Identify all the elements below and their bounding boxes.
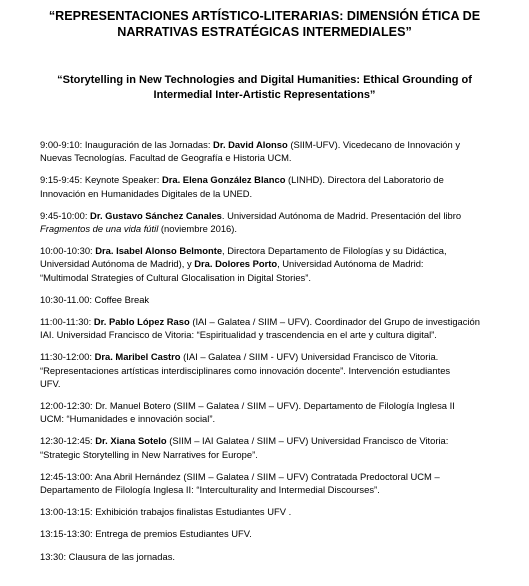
schedule-entry [40,505,524,518]
schedule-entry-line [40,483,524,496]
speaker-name: Dr. Pablo López Raso [93,316,190,328]
schedule-entry [40,244,524,284]
entry-text: (IAI – Galatea / SIIM – UFV). Coordinador del Grupo de investigación [189,316,480,328]
entry-text: Nuevas Tecnologías. Facultad de Geografía e Historia UCM. [40,152,292,164]
entry-text: “Representaciones artísticas interdisciplinares como innovación docente”. Intervención estudiantes [40,364,451,376]
entry-text: (noviembre 2016). [158,223,237,235]
document-subtitle [20,73,509,102]
schedule-entry-line [40,412,524,425]
document-title [20,8,509,40]
schedule-entry [40,470,524,496]
title-line-1: “REPRESENTACIONES ARTÍSTICO-LITERARIAS: DIMENSIÓN ÉTICA DE [48,9,481,23]
speaker-name: Dra. Isabel Alonso Belmonte [95,245,223,257]
speaker-name: Dr. Gustavo Sánchez Canales [90,209,222,221]
schedule-entry-line [40,527,524,540]
entry-text: 13:30: Clausura de las jornadas. [40,550,175,562]
entry-text: 9:00-9:10: Inauguración de las Jornadas: [40,139,214,150]
schedule-entry-line [40,209,524,222]
schedule-entry-line [40,399,524,412]
entry-text: 9:15-9:45: Keynote Speaker: [40,174,162,186]
schedule-entry-line [40,271,524,284]
entry-text: 12:00-12:30: Dr. Manuel Botero (SIIM – Galatea / SIIM – UFV). Departamento de Filología Inglesa II [40,400,455,412]
entry-text: 12:30-12:45: [40,435,96,447]
entry-text: , Directora Departamento de Filologías y su Didáctica, [222,245,447,257]
schedule-entry [40,173,524,199]
schedule-entry [40,209,524,235]
speaker-name: Dr. Xiana Sotelo [95,435,167,447]
entry-text: 10:00-10:30: [40,245,96,257]
entry-text: (LINHD). Directora del Laboratorio de [285,174,444,186]
entry-text: 12:45-13:00: Ana Abril Hernández (SIIM – Galatea / SIIM – UFV) Contratada Predoctoral UCM – [40,470,440,482]
entry-text: UCM: “Humanidades e innovación social”. [40,413,216,425]
subtitle-line-1: “Storytelling in New Technologies and Digital Humanities: Ethical Grounding of [57,74,472,86]
schedule-entry [40,550,524,563]
schedule-entry-line [40,470,524,483]
schedule-entry [40,315,524,341]
schedule-entry-line [40,315,524,328]
entry-text: 10:30-11.00: Coffee Break [40,293,150,305]
entry-text: IAI. Universidad Francisco de Vitoria: “Espiritualidad y trascendencia en el arte y cultura digital”. [40,329,437,341]
speaker-name: Dra. Dolores Porto [194,258,278,270]
entry-text: (SIIM-UFV). Vicedecano de Innovación y [287,139,461,150]
schedule-entry-line [40,222,524,235]
schedule-entry-line [40,550,524,563]
schedule-entry-line [40,350,524,363]
schedule-entry-line [40,328,524,341]
entry-text: “Strategic Storytelling in New Narratives for Europe”. [40,448,258,460]
schedule-entry [40,293,524,306]
book-title: Fragmentos de una vida fútil [40,223,159,235]
schedule-entry-line [40,293,524,306]
speaker-name: Dr. David Alonso [213,139,288,150]
entry-text: Innovación en Humanidades Digitales de la UNED. [40,187,253,199]
entry-text: 11:30-12:00: [40,351,95,363]
schedule-entry-line [40,505,524,518]
schedule-entry-line [40,257,524,270]
entry-text: 9:45-10:00: [40,209,91,221]
speaker-name: Dra. Elena González Blanco [161,174,286,186]
schedule-entry [40,138,524,164]
entry-text: (SIIM – IAI Galatea / SIIM – UFV) Universidad Francisco de Vitoria: [166,435,449,447]
schedule-entry-line [40,434,524,447]
entry-text: , Universidad Autónoma de Madrid: [277,258,424,270]
schedule-entry [40,527,524,540]
schedule-entry-line [40,138,524,151]
schedule-entry-line [40,377,524,390]
schedule-entry-line [40,151,524,164]
schedule-entry [40,434,524,460]
speaker-name: Dra. Maribel Castro [94,351,181,363]
entry-text: 13:00-13:15: Exhibición trabajos finalistas Estudiantes UFV . [40,506,292,518]
entry-text: UFV. [40,377,61,389]
schedule-entry [40,350,524,390]
schedule-entry [40,399,524,425]
subtitle-line-2: Intermedial Inter-Artistic Representations” [153,88,376,101]
program-schedule [40,138,524,563]
entry-text: . Universidad Autónoma de Madrid. Presentación del libro [221,209,462,221]
entry-text: 11:00-11:30: [40,316,94,328]
schedule-entry-line [40,244,524,257]
schedule-entry-line [40,364,524,377]
schedule-entry-line [40,448,524,461]
entry-text: “Multimodal Strategies of Cultural Glocalisation in Digital Stories”. [40,271,311,283]
schedule-entry-line [40,187,524,200]
entry-text: Universidad Autónoma de Madrid), y [40,258,195,270]
schedule-entry-line [40,173,524,186]
title-line-2: NARRATIVAS ESTRATÉGICAS INTERMEDIALES” [117,25,412,39]
entry-text: 13:15-13:30: Entrega de premios Estudiantes UFV. [40,528,252,540]
entry-text: (IAI – Galatea / SIIM - UFV) Universidad Francisco de Vitoria. [180,351,439,363]
entry-text: Departamento de Filología Inglesa II: “Interculturality and Intermedial Discourses”. [40,484,380,496]
